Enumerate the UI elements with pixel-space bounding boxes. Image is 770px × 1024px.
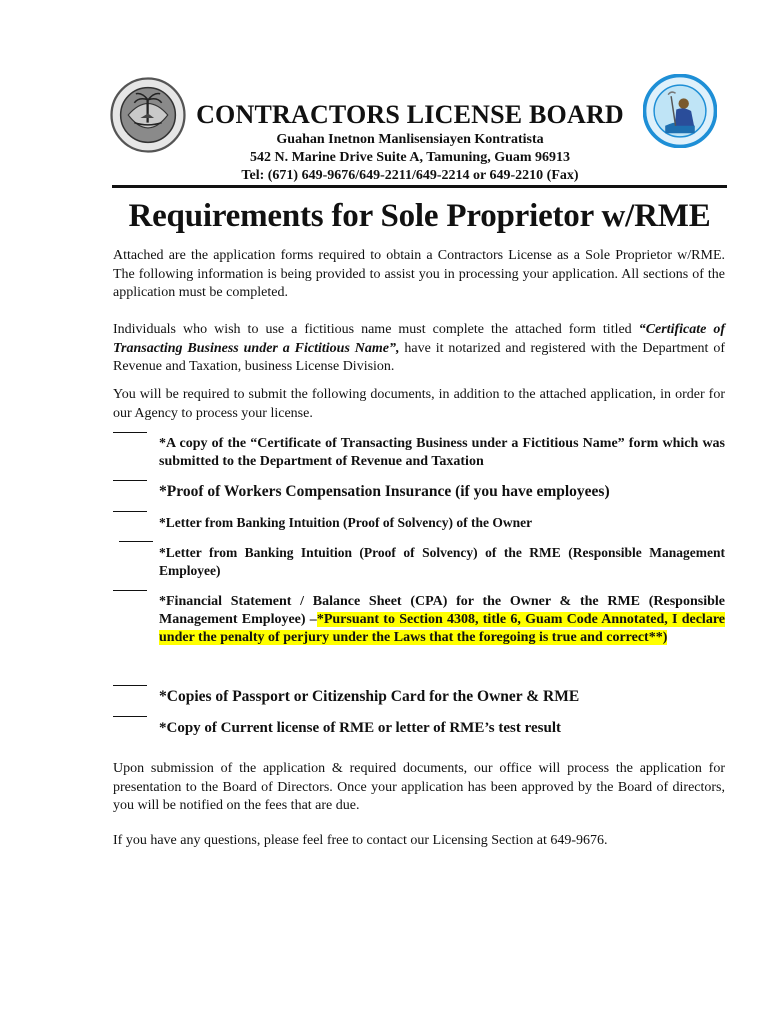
board-phone: Tel: (671) 649-9676/649-2211/649-2214 or 649-2210 (Fax) [241, 168, 579, 183]
guam-seal-color-icon [643, 74, 717, 148]
board-address: 542 N. Marine Drive Suite A, Tamuning, Guam 96913 [249, 150, 571, 165]
checklist-text: *Letter from Banking Intuition (Proof of Solvency) of the RME (Responsible Management Employee) [159, 545, 725, 578]
checklist-text-financial [159, 593, 725, 647]
header-divider [112, 185, 727, 188]
guam-seal-icon [110, 77, 186, 153]
contact-paragraph: If you have any questions, please feel free to contact our Licensing Section at 649-9676. [113, 833, 608, 848]
checklist-text: *A copy of the “Certificate of Transacting Business under a Fictitious Name” form which was submitted to the Department of Revenue and Taxation [159, 436, 725, 469]
checklist-text: *Letter from Banking Intuition (Proof of Solvency) of the Owner [159, 515, 533, 530]
fictitious-name-paragraph [113, 321, 725, 377]
checklist-text: *Financial Statement / Balance Sheet (CPA) for the Owner & the RME (Responsible Management Employee) – [159, 594, 725, 627]
fictitious-pre-text: Individuals who wish to use a fictitious name must complete the attached form titled [113, 322, 639, 337]
board-title: CONTRACTORS LICENSE BOARD [196, 100, 624, 129]
checklist-text: *Proof of Workers Compensation Insurance (if you have employees) [159, 483, 610, 500]
fictitious-form-title: “Certificate of Transacting Business under a Fictitious Name”, [113, 322, 725, 356]
checklist-text: *Copy of Current license of RME or letter of RME’s test result [159, 720, 561, 736]
closing-paragraph: Upon submission of the application & required documents, our office will process the application for presentation to the Board of Directors. Once your application has been approved by the Board of directors, you will be notified on the fees that are due. [113, 761, 725, 813]
checklist-text: *Copies of Passport or Citizenship Card for the Owner & RME [159, 688, 580, 705]
page-title: Requirements for Sole Proprietor w/RME [128, 198, 711, 234]
intro-paragraph: Attached are the application forms required to obtain a Contractors License as a Sole Proprietor w/RME. The following information is being provided to assist you in processing your application. All sections of the application must be completed. [113, 248, 725, 300]
perjury-declaration-highlight: *Pursuant to Section 4308, title 6, Guam Code Annotated, I declare under the penalty of perjury under the Laws that the foregoing is true and correct**) [159, 612, 725, 645]
submit-intro-paragraph: You will be required to submit the following documents, in addition to the attached application, in order for our Agency to process your license. [113, 387, 725, 421]
fictitious-post-text: have it notarized and registered with the Department of Revenue and Taxation, business License Division. [113, 340, 725, 374]
board-subtitle: Guahan Inetnon Manlisensiayen Kontratista [276, 132, 544, 147]
